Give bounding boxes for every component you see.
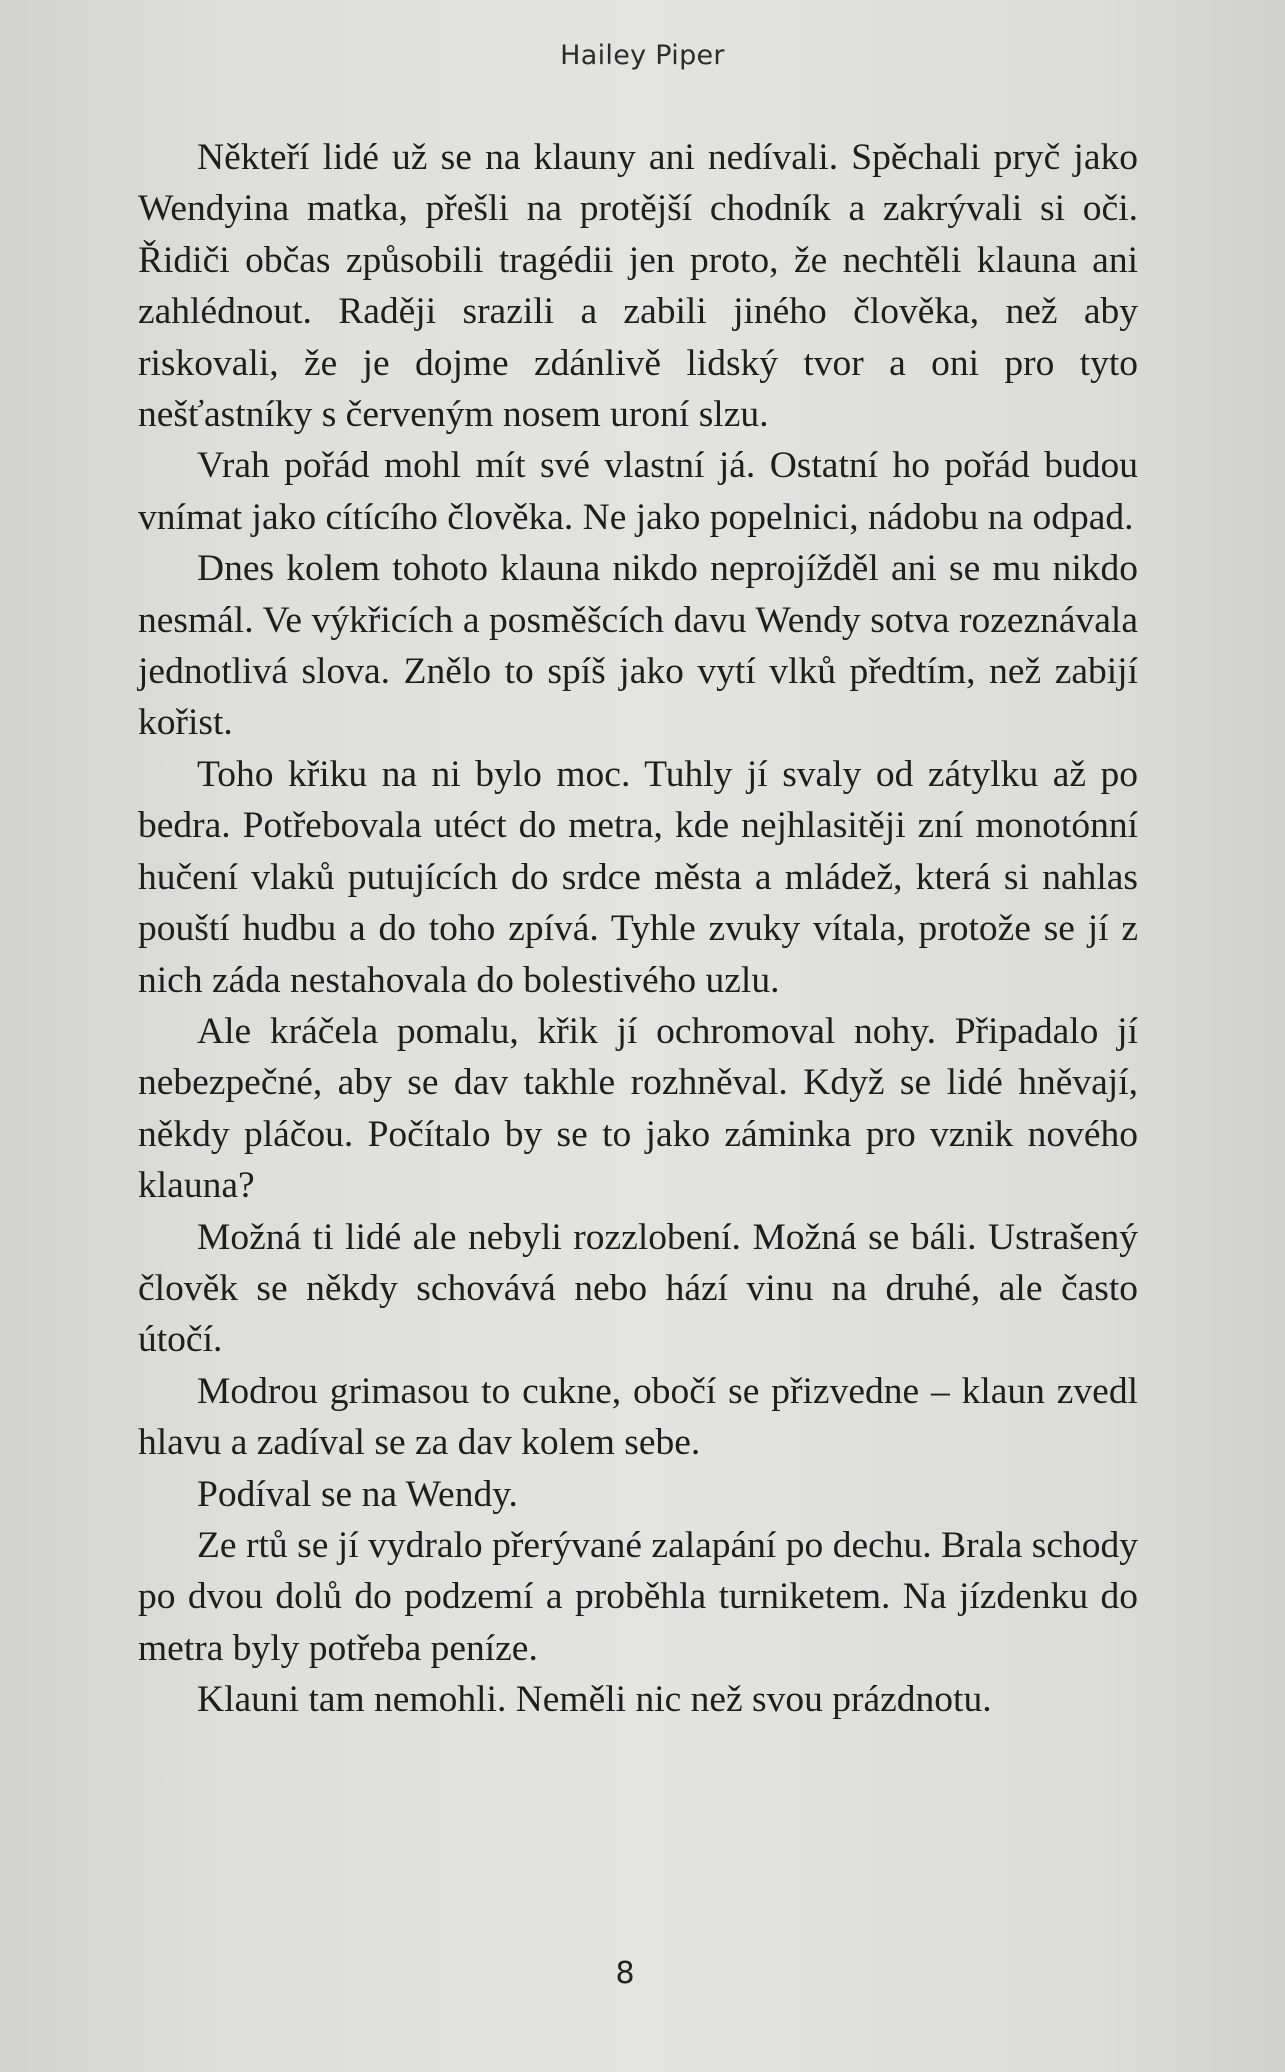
paragraph: Vrah pořád mohl mít své vlastní já. Ostatní ho pořád budou vnímat jako cítícího člověka. Ne jako popelnici, nádobu na odpad.	[138, 445, 1138, 538]
running-head: Hailey Piper	[560, 40, 725, 71]
paragraph: Možná ti lidé ale nebyli rozzlobení. Možná se báli. Ustrašený člověk se někdy schovává nebo hází vinu na druhé, ale často útočí.	[138, 1216, 1138, 1361]
paragraph: Toho křiku na ni bylo moc. Tuhly jí svaly od zátylku až po bedra. Potřebovala utéct do metra, kde nejhlasitěji zní monotónní hučení vlaků putujících do srdce města a mládež, která si nahlas pouští hudbu a do toho zpívá. Tyhle zvuky vítala, protože se jí z nich záda nestahovala do bolestivého uzlu.	[138, 753, 1138, 1001]
paragraph: Dnes kolem tohoto klauna nikdo neprojížděl ani se mu nikdo nesmál. Ve výkřicích a posměšcích davu Wendy sotva rozeznávala jednotlivá slova. Znělo to spíš jako vytí vlků předtím, než zabijí kořist.	[138, 548, 1138, 744]
body-text	[138, 132, 1138, 1726]
paragraph: Podíval se na Wendy.	[197, 1473, 518, 1515]
paragraph: Ze rtů se jí vydralo přerývané zalapání po dechu. Brala schody po dvou dolů do podzemí a proběhla turniketem. Na jízdenku do metra byly potřeba peníze.	[138, 1524, 1138, 1669]
page-number: 8	[615, 1956, 635, 1991]
paragraph: Někteří lidé už se na klauny ani nedívali. Spěchali pryč jako Wendyina matka, přešli na protější chodník a zakrývali si oči. Řidiči občas způsobili tragédii jen proto, že nechtěli klauna ani zahlédnout. Raději srazili a zabili jiného člověka, než aby riskovali, že je dojme zdánlivě lidský tvor a oni pro tyto nešťastníky s červeným nosem uroní slzu.	[138, 137, 1138, 436]
paragraph: Modrou grimasou to cukne, obočí se přizvedne – klaun zvedl hlavu a zadíval se za dav kolem sebe.	[138, 1370, 1138, 1464]
paragraph: Klauni tam nemohli. Neměli nic než svou prázdnotu.	[197, 1679, 992, 1721]
paragraph: Ale kráčela pomalu, křik jí ochromoval nohy. Připadalo jí nebezpečné, aby se dav takhle rozhněval. Když se lidé hněvají, někdy pláčou. Počítalo by se to jako záminka pro vznik nového klauna?	[138, 1010, 1138, 1207]
